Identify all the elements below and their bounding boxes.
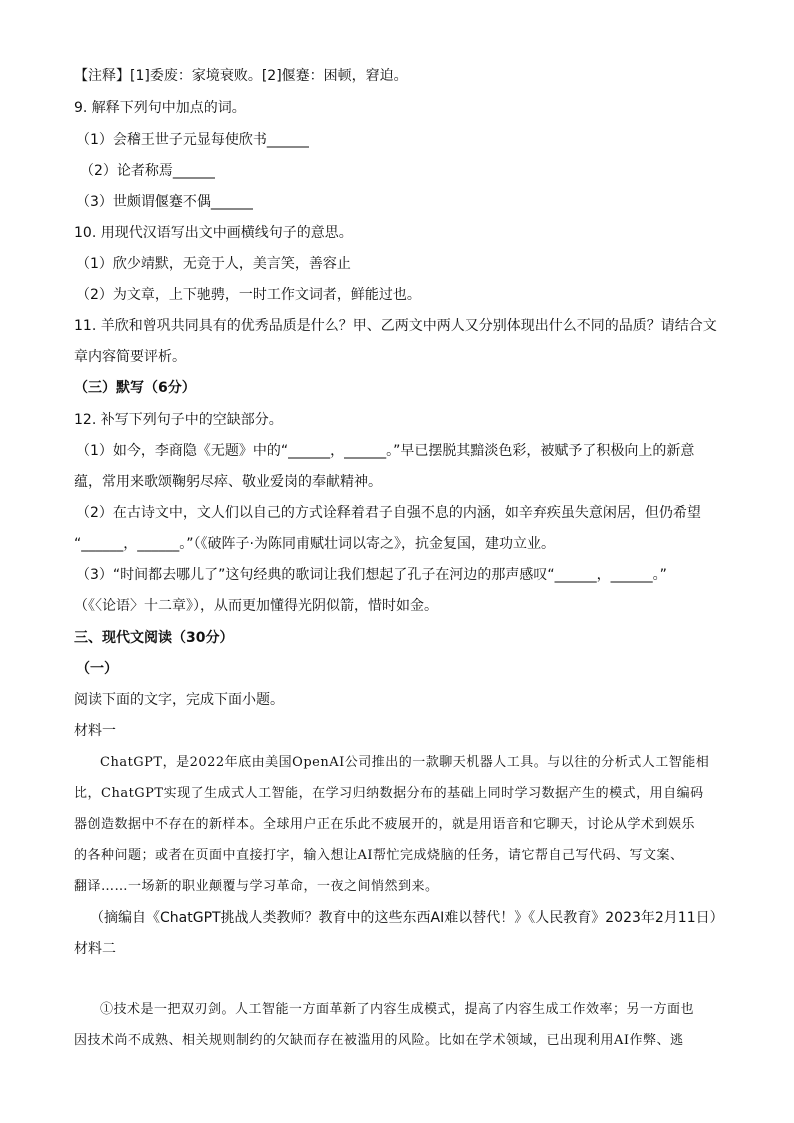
material-two-paragraph-line-1: ①技术是一把双刃剑。人工智能一方面革新了内容生成模式，提高了内容生成工作效率；另一方面也: [100, 1002, 695, 1017]
question-9-item-1: （1）会稽王世子元显每使欣书______: [76, 132, 309, 148]
question-10-stem: 10. 用现代汉语写出文中画横线句子的意思。: [74, 225, 353, 241]
section-dictation-heading: （三）默写（6分）: [74, 380, 196, 396]
material-two-label: 材料二: [74, 941, 116, 957]
question-12-item-1-line-2: 蕴，常用来歌颂鞠躬尽瘁、敬业爱岗的奉献精神。: [74, 474, 382, 490]
material-one-paragraph-line-4: 的各种问题；或者在页面中直接打字，输入想让AI帮忙完成烧脑的任务，请它帮自己写代码、写文案、: [74, 848, 684, 863]
question-12-item-3-line-2: （《〈论语〉十二章》），从而更加懂得光阴似箭，惜时如金。: [74, 598, 438, 614]
annotation-note: 【注释】[1]委废：家境衰败。[2]偃蹇：困顿，窘迫。: [74, 68, 408, 84]
material-one-paragraph-line-1: ChatGPT，是2022年底由美国OpenAI公司推出的一款聊天机器人工具。与以往的分析式人工智能相: [100, 755, 710, 770]
question-9-stem: 9. 解释下列句中加点的词。: [74, 100, 246, 116]
material-one-label: 材料一: [74, 723, 116, 739]
material-one-citation: （摘编自《ChatGPT挑战人类教师？教育中的这些东西AI难以替代！》《人民教育》2023年2月11日）: [90, 910, 724, 926]
question-10-item-1: （1）欣少靖默，无竞于人，美言笑，善容止: [76, 256, 351, 272]
question-10-item-2: （2）为文章，上下驰骋，一时工作文词者，鲜能过也。: [76, 287, 421, 303]
question-11-line-1: 11. 羊欣和曾巩共同具有的优秀品质是什么？甲、乙两文中两人又分别体现出什么不同的品质？请结合文: [74, 318, 717, 334]
material-one-paragraph-line-2: 比，ChatGPT实现了生成式人工智能，在学习归纳数据分布的基础上同时学习数据产生的模式，用自编码: [74, 786, 704, 801]
section-modern-reading-heading: 三、现代文阅读（30分）: [74, 630, 234, 646]
subsection-one-heading: （一）: [76, 661, 118, 677]
question-9-item-3: （3）世颇谓偃蹇不偶______: [76, 194, 253, 210]
question-12-item-1-line-1: （1）如今，李商隐《无题》中的“______，______。”早已摆脱其黯淡色彩，被赋予了积极向上的新意: [76, 443, 695, 459]
question-12-item-2-line-1: （2）在古诗文中，文人们以自己的方式诠释着君子自强不息的内涵，如辛弃疾虽失意闲居，但仍希望: [76, 505, 701, 521]
question-12-item-2-line-2: “______，______。”（《破阵子·为陈同甫赋壮词以寄之》，抗金复国，建功立业。: [74, 536, 555, 552]
reading-instruction: 阅读下面的文字，完成下面小题。: [74, 692, 284, 708]
question-12-stem: 12. 补写下列句子中的空缺部分。: [74, 412, 283, 428]
question-12-item-3-line-1: （3）“时间都去哪儿了”这句经典的歌词让我们想起了孔子在河边的那声感叹“______，______。”: [76, 567, 667, 583]
material-two-paragraph-line-2: 因技术尚不成熟、相关规则制约的欠缺而存在被滥用的风险。比如在学术领域，已出现利用AI作弊、逃: [74, 1033, 684, 1048]
question-11-line-2: 章内容简要评析。: [74, 349, 186, 365]
question-9-item-2: （2）论者称焉______: [80, 163, 215, 179]
material-one-paragraph-line-3: 器创造数据中不存在的新样本。全球用户正在乐此不疲展开的，就是用语音和它聊天，讨论从学术到娱乐: [74, 817, 696, 832]
material-one-paragraph-line-5: 翻译……一场新的职业颠覆与学习革命，一夜之间悄然到来。: [74, 879, 439, 894]
